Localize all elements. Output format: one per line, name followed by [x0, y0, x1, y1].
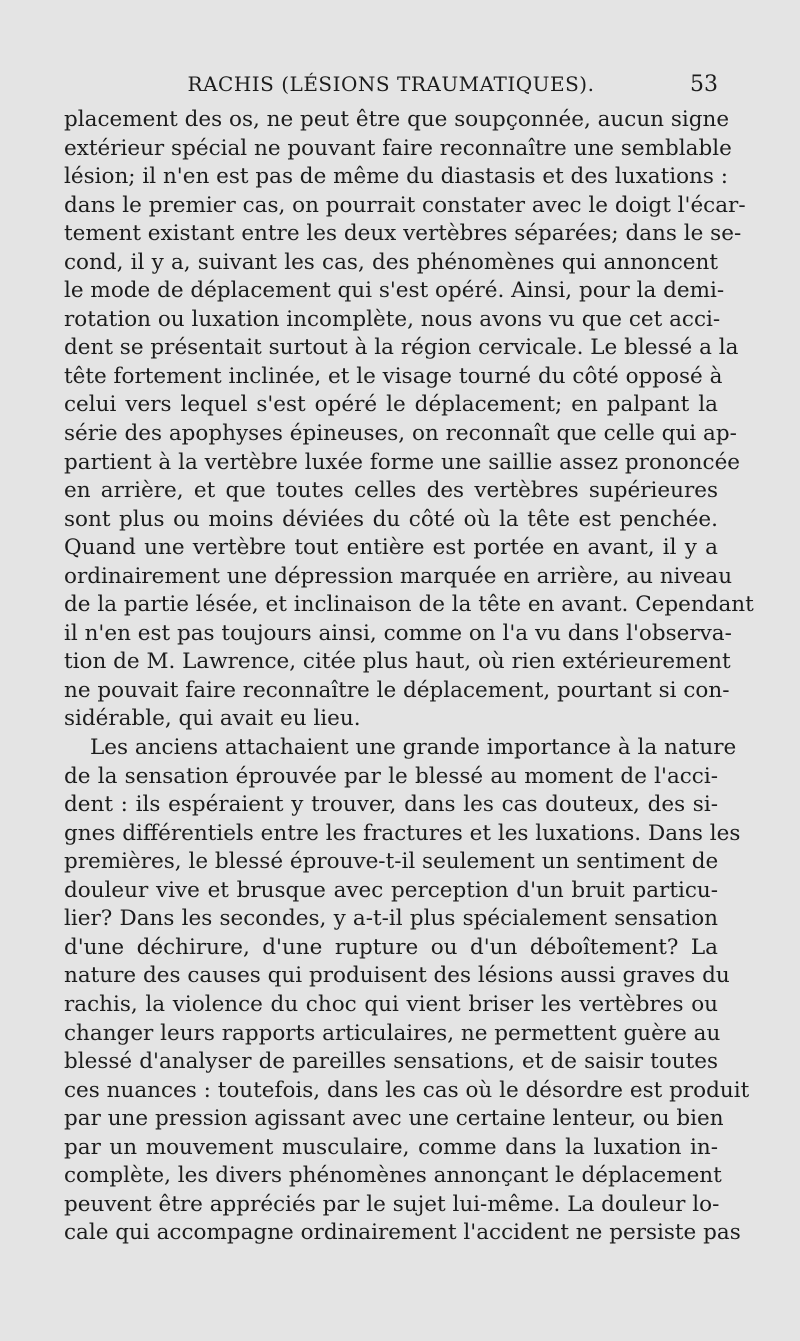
text-line: lésion; il n'en est pas de même du diastasis et des luxations : — [64, 164, 728, 190]
text-line: dent : ils espéraient y trouver, dans les cas douteux, des si- — [64, 792, 718, 818]
text-line: par une pression agissant avec une certaine lenteur, ou bien — [64, 1106, 724, 1132]
page-header — [64, 72, 718, 102]
text-line: placement des os, ne peut être que soupçonnée, aucun signe — [64, 107, 730, 132]
text-line: dans le premier cas, on pourrait constater avec le doigt l'écar- — [64, 192, 746, 218]
text-line: partient à la vertèbre luxée forme une saillie assez prononcée — [64, 449, 741, 475]
text-line: cale qui accompagne ordinairement l'accident ne persiste pas — [64, 1220, 741, 1246]
body-text — [64, 106, 754, 1248]
text-line: tement existant entre les deux vertèbres séparées; dans le se- — [64, 221, 742, 247]
text-line: tête fortement inclinée, et le visage tourné du côté opposé à — [64, 363, 723, 389]
text-line: d'une déchirure, d'une rupture ou d'un déboîtement? La — [64, 934, 718, 960]
text-line: celui vers lequel s'est opéré le déplacement; en palpant la — [64, 392, 718, 418]
text-line: rotation ou luxation incomplète, nous avons vu que cet acci- — [64, 306, 721, 332]
text-line: en arrière, et que toutes celles des vertèbres supérieures — [64, 478, 718, 504]
text-line: dent se présentait surtout à la région cervicale. Le blessé a la — [64, 335, 739, 361]
text-line: il n'en est pas toujours ainsi, comme on l'a vu dans l'observa- — [64, 620, 732, 646]
text-line: sont plus ou moins déviées du côté où la tête est penchée. — [64, 506, 718, 532]
text-line: gnes différentiels entre les fractures et les luxations. Dans les — [64, 820, 741, 846]
text-line: cond, il y a, suivant les cas, des phénomènes qui annoncent — [64, 249, 718, 275]
text-line: Les anciens attachaient une grande importance à la nature — [90, 735, 737, 761]
text-line: série des apophyses épineuses, on reconnaît que celle qui ap- — [64, 421, 737, 447]
text-line: douleur vive et brusque avec perception d'un bruit particu- — [64, 877, 718, 903]
text-line: ne pouvait faire reconnaître le déplacement, pourtant si con- — [64, 677, 730, 703]
text-line: par un mouvement musculaire, comme dans la luxation in- — [64, 1134, 718, 1160]
text-line: extérieur spécial ne pouvant faire reconnaître une semblable — [64, 135, 732, 161]
text-line: premières, le blessé éprouve-t-il seulement un sentiment de — [64, 849, 719, 875]
text-line: tion de M. Lawrence, citée plus haut, où rien extérieurement — [64, 649, 731, 675]
text-line: de la sensation éprouvée par le blessé au moment de l'acci- — [64, 763, 718, 789]
running-head: RACHIS (LÉSIONS TRAUMATIQUES). — [187, 72, 595, 96]
text-line: nature des causes qui produisent des lésions aussi graves du — [64, 963, 730, 989]
text-line: rachis, la violence du choc qui vient briser les vertèbres ou — [64, 991, 718, 1017]
text-line: blessé d'analyser de pareilles sensations, et de saisir toutes — [64, 1049, 718, 1075]
text-line: complète, les divers phénomènes annonçant le déplacement — [64, 1163, 722, 1189]
page-number: 53 — [690, 72, 718, 97]
text-line: le mode de déplacement qui s'est opéré. Ainsi, pour la demi- — [64, 278, 725, 304]
text-line: ces nuances : toutefois, dans les cas où le désordre est produit — [64, 1077, 750, 1103]
text-line: sidérable, qui avait eu lieu. — [64, 706, 361, 732]
text-line: ordinairement une dépression marquée en arrière, au niveau — [64, 563, 733, 589]
text-line: lier? Dans les secondes, y a-t-il plus spécialement sensation — [64, 906, 718, 932]
text-line: peuvent être appréciés par le sujet lui-même. La douleur lo- — [64, 1191, 720, 1217]
text-line: de la partie lésée, et inclinaison de la tête en avant. Cependant — [64, 592, 754, 618]
text-line: Quand une vertèbre tout entière est portée en avant, il y a — [64, 535, 718, 561]
text-line: changer leurs rapports articulaires, ne permettent guère au — [64, 1020, 721, 1046]
